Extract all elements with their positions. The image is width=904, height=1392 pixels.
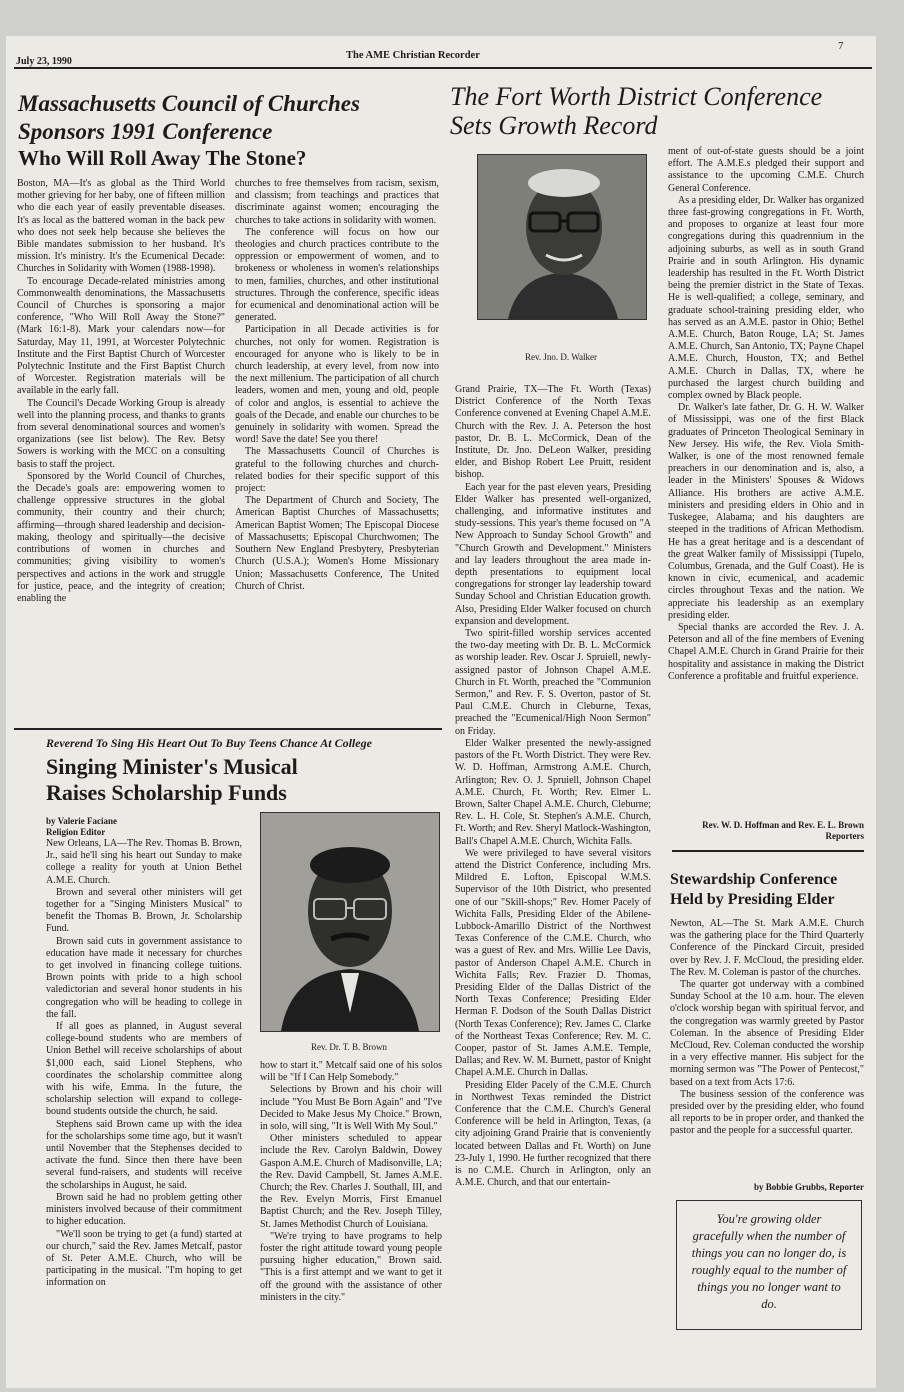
portrait-illustration	[261, 813, 439, 1031]
article1-column-2	[235, 178, 439, 708]
paragraph: churches to free themselves from racism, sexism, and classism; from teachings and practices that discriminate against women; encouraging the churches to take actions in solidarity with women.	[235, 178, 439, 226]
paragraph: The Council's Decade Working Group is already well into the planning process, and thanks to grants from several denominational sources and women's organizations (see list below). The Rev. Betsy Sowers is working with the MCC on a consulting basis to staff the project.	[17, 397, 225, 470]
brown-photo-caption: Rev. Dr. T. B. Brown	[310, 1042, 388, 1052]
paragraph: Special thanks are accorded the Rev. J. A. Peterson and all of the fine members of Evening Chapel A.M.E. Church in Grand Prairie for their hospitality and assistance in making the District Conference a profitable and fruitful experience.	[668, 621, 864, 682]
walker-portrait-photo	[477, 154, 647, 320]
paragraph: Two spirit-filled worship services accented the two-day meeting with Dr. B. L. McCormick as worship leader. Rev. Oscar J. Spruiell, newly-assigned pastor of Johnson Chapel A.M.E. Church in Ft. Worth, preached the "Communion Sermon," and Rev. F. S. Overton, pastor of St. Paul C.M.E. Church in Cleburne, Texas, preached the "Ecumenical/High Noon Sermon" on Friday.	[455, 628, 651, 737]
publication-name: The AME Christian Recorder	[346, 50, 480, 61]
issue-date: July 23, 1990	[16, 56, 72, 67]
paragraph: Presiding Elder Pacely of the C.M.E. Church in Northwest Texas reminded the District Conference that the C.M.E. Church's General Conference will be held in Arlington, Texas, (a city adjoining Grand Prairie that is conveniently located between Dallas and Ft. Worth) on June 23-July 1, 1990. He further recognized that there is no C.M.E. Church in Arlington, only an A.M.E. Church, and that our entertain-	[455, 1079, 651, 1189]
article3-kicker: Reverend To Sing His Heart Out To Buy Teens Chance At College	[46, 736, 372, 750]
quote-box: You're growing older gracefully when the number of things you can no longer do, is roughly equal to the number of things you no longer want to do.	[676, 1200, 862, 1330]
article1-headline-line1: Massachusetts Council of Churches	[18, 91, 360, 116]
paragraph: The business session of the conference was presided over by the presiding elder, who found all reports to be in proper order, and thanked the pastor and the people for a successful quarter.	[670, 1088, 864, 1137]
article-divider	[14, 728, 442, 730]
newspaper-page	[6, 36, 876, 1388]
paragraph: To encourage Decade-related ministries among Commonwealth denominations, the Massachusetts Council of Churches is sponsoring a major conference, "Who Will Roll Away the Stone?" (Mark 16:1-8). Mark your calendars now—for Saturday, May 11, 1991, at Worcester Polytechnic Institute and the First Baptist Church of Worcester Polytechnic Institute and the First Baptist Church of Worcester. Registration materials will be available in the early fall.	[17, 275, 225, 397]
paragraph: Stephens said Brown came up with the idea for the scholarships some time ago, but it wasn't until November that the Stephenses decided to activate the fund. Since then there have been several fund-raisers, and students will receive the scholarships in August, he said.	[46, 1118, 242, 1191]
byline-title: Religion Editor	[46, 827, 106, 837]
paragraph: The Department of Church and Society, The American Baptist Churches of Massachusetts; American Baptist Women; The Episcopal Diocese of Massachusetts; Episcopal Churchwomen; The Southern New England Presbytery, Presbyterian Church (U.S.A.); Women's Home Missionary Union; Massachusetts Conference, The United Church of Christ.	[235, 495, 439, 592]
paragraph: Elder Walker presented the newly-assigned pastors of the Ft. Worth District. They were Rev. W. D. Hoffman, Armstrong A.M.E. Church, Arlington; Rev. O. J. Spruiell, Johnson Chapel A.M.E. Church, Ft. Worth; Rev. Elmer L. Brown, Salter Chapel A.M.E. Church, Cleburne; Rev. L. H. Cole, St. Stephen's A.M.E. Church, Ft. Worth; and Rev. Sheryl Matlock-Washington, Ball's Chapel A.M.E. Church, Wichita Falls.	[455, 737, 651, 847]
article4-signature: by Bobbie Grubbs, Reporter	[753, 1182, 864, 1192]
paragraph: Participation in all Decade activities is for churches, not only for women. Registration is encouraged for anyone who is likely to be in church leadership, at every level, from now into the next millenium. The participation of all church leaders, women and men, young and old, people of color and anglos, is essential to achieve the goals of the Decade, and enable our churches to be genuinely in solidarity with women. Spread the word! Save the date! See you there!	[235, 324, 439, 446]
article2-headline-line1: The Fort Worth District Conference	[450, 82, 823, 111]
paragraph: New Orleans, LA—The Rev. Thomas B. Brown, Jr., said he'll sing his heart out Sunday to make college a reality for youth at Union Bethel A.M.E. Church.	[46, 838, 242, 886]
paragraph: If all goes as planned, in August several college-bound students who are members of Union Bethel will receive scholarships of about $1,000 each, said Lionel Stephens, who coordinates the scholarship committee along with his wife, Emma. In the future, the scholarship selection will expand to college-bound students outside the church, he said.	[46, 1021, 242, 1118]
article3-headline-line1: Singing Minister's Musical	[46, 754, 298, 779]
paragraph: Sponsored by the World Council of Churches, the Decade's goals are: empowering women to challenge oppressive structures in the global community, their country and their church; affirming—through shared leadership and decision-making, theology and spiritually—the decisive contributions of women in churches and communities; giving visibility to women's perspectives and actions in the work and struggle for justice, peace, and the integrity of creation; enabling the	[17, 470, 225, 604]
article4-headline-line1: Stewardship Conference	[670, 871, 838, 888]
article3-column-2	[260, 1060, 442, 1384]
article4-headline-line2: Held by Presiding Elder	[670, 891, 835, 908]
signature-line: Rev. W. D. Hoffman and Rev. E. L. Brown	[702, 820, 864, 830]
paragraph: Brown said cuts in government assistance to education have made it necessary for churches to get involved in financing college tuitions. Brown points with pride to a high school valedictorian and several honor students in his congregation who will be heading to college in the fall.	[46, 935, 242, 1020]
paragraph: Selections by Brown and his choir will include "You Must Be Born Again" and "I've Decided to Make Jesus My Choice." Brown, in solo, will sing, "It is Well With My Soul."	[260, 1084, 442, 1133]
paragraph: Brown and several other ministers will get together for a "Singing Ministers Musical" to benefit the Thomas B. Brown, Jr. Scholarship Fund.	[46, 886, 242, 935]
walker-photo-caption: Rev. Jno. D. Walker	[524, 352, 597, 362]
paragraph: "We're trying to have programs to help foster the right attitude toward young people pursuing higher education," Brown said. "This is a first attempt and we want to get it off the ground with the assistance of other ministers in the city."	[260, 1230, 442, 1303]
article2-column-1	[455, 384, 651, 1382]
signature-line: Reporters	[825, 831, 864, 841]
paragraph: As a presiding elder, Dr. Walker has organized three fast-growing congregations in Ft. Worth, and proposes to organize at least four more congregations during this quadrennium in the adjoining suburbs, as well as in south Grand Prairie and in south Arlington. His dynamic leadership has resulted in the Ft. Worth District being the premier district in the State of Texas. He is well-qualified; a college, seminary, and graduate school-training presiding elder, who has served as an A.M.E. pastor in Ohio; Bethel A.M.E. Church, Baton Rouge, LA; St. James A.M.E. Church, San Antonio, TX; Payne Chapel A.M.E. Church, Houston, TX; and Bethel A.M.E. Church in Dallas, TX, where he purchased the largest church building and complex owned by Black people.	[668, 194, 864, 402]
paragraph: Grand Prairie, TX—The Ft. Worth (Texas) District Conference of the North Texas Conference convened at Evening Chapel A.M.E. Church with the Rev. J. A. Peterson the host pastor, Dr. B. L. McCormick, Dean of the Institute, Dr. Jno. DeLeon Walker, presiding elder, and Bishop Robert Lee Pruitt, resident bishop.	[455, 384, 651, 481]
article2-headline-line2: Sets Growth Record	[450, 111, 658, 140]
byline-author: by Valerie Faciane	[46, 816, 117, 826]
article3-column-1	[46, 838, 242, 1386]
paragraph: Boston, MA—It's as global as the Third World mother grieving for her baby, one of fifteen million who die each year of easily preventable diseases. It's as local as the battered woman in the back pew who does not seek help because she believes the Bible mandates submission to her husband. It's mission. It's ministry. It's the Ecumenical Decade: Churches in Solidarity with Women (1988-1998).	[17, 178, 225, 275]
brown-portrait-photo	[260, 812, 440, 1032]
portrait-illustration	[478, 155, 646, 319]
article2-signature	[668, 820, 864, 842]
article2-column-2	[668, 146, 864, 818]
article1-column-1	[17, 178, 225, 738]
article1-subhead: Who Will Roll Away The Stone?	[18, 146, 307, 170]
paragraph: We were privileged to have several visitors attend the District Conference, including Mrs. Mildred E. Lofton, Episcopal W.M.S. Supervisor of the 10th District, who presented one of our "Skill-shops;" Rev. Homer Pacely of Wichita Falls, Presiding Elder of the Abilene-Lubbock-Amarillo District of the Northwest Texas Conference of the C.M.E. Church, who was a guest of Rev. and Mrs. Willie Lee Davis, pastor of Anderson Chapel A.M.E. Church in Wichita Falls; Rev. Frazier D. Thomas, Presiding Elder of the Dallas District of the North Texas Conference; Presiding Elder Herman F. Dodson of the South Dallas District (North Texas Conference); Rev. James C. Clarke of the Northeast Texas Conference; Rev. M. C. Cooper, pastor of St. James A.M.E. Temple, Dallas; and Rev. W. M. Burnett, pastor of Knight Chapel A.M.E. Church in Dallas.	[455, 847, 651, 1079]
paragraph: ment of out-of-state guests should be a joint effort. The A.M.E.s pledged their support and assistance to the upcoming C.M.E. Church General Conference.	[668, 146, 864, 194]
article4-column	[670, 918, 864, 1178]
paragraph: how to start it." Metcalf said one of his solos will be "If I Can Help Somebody."	[260, 1060, 442, 1084]
article3-byline	[46, 816, 246, 838]
page-number: 7	[838, 40, 844, 52]
paragraph: Brown said he had no problem getting other ministers involved because of their commitment to higher education.	[46, 1191, 242, 1228]
paragraph: Each year for the past eleven years, Presiding Elder Walker has presented well-organized, challenging, and informative institutes and study-sessions. This year's theme focused on "A New Approach to Sunday School Growth" and "Church Growth and Development." Ministers and lay leaders throughout the area made in-depth presentations to equipment local congregations for stronger lay leadership toward Sunday School and Christian Education growth. Also, Presiding Elder Walker focused on church expansion and development.	[455, 481, 651, 627]
paragraph: Other ministers scheduled to appear include the Rev. Carolyn Baldwin, Dowey Gaspon A.M.E. Church of Madisonville, LA; the Rev. David Campbell, St. James A.M.E. Church; the Rev. Charles J. Southall, III, and the Rev. Evelyn Morris, First Emanuel Baptist Church; and the Rev. Joseph Tilley, St. James Methodist Church of Louisiana.	[260, 1133, 442, 1230]
paragraph: The Massachusetts Council of Churches is grateful to the following churches and church-related bodies for their specific support of this project:	[235, 446, 439, 495]
paragraph: The quarter got underway with a combined Sunday School at the 10 a.m. hour. The eleven o'clock worship began with spiritual fervor, and the congregation was warmly greeted by Pastor Coleman. In the absence of Presiding Elder McCloud, Rev. Coleman conducted the worship in a very effective manner. His subject for the morning sermon was "The Power of Pentecost," based on a text from Acts 17:6.	[670, 979, 864, 1088]
article3-headline-line2: Raises Scholarship Funds	[46, 780, 287, 805]
paragraph: "We'll soon be trying to get (a fund) started at our church," said the Rev. James Metcalf, pastor of St. Peter A.M.E. Church, who will be participating in the musical. "I'm hoping to get information on	[46, 1228, 242, 1289]
article-divider	[672, 850, 864, 852]
paragraph: The conference will focus on how our theologies and church practices contribute to the oppression or empowerment of women, and to brokeness or wholeness in women's relationships to men, families, churches, and other institutional structures. Through the conference, specific ideas for ecumenical and denominational action will be generated.	[235, 226, 439, 324]
paragraph: Newton, AL—The St. Mark A.M.E. Church was the gathering place for the Third Quarterly Conference of the Pinckard Circuit, presided over by Rev. J. F. McCloud, the presiding elder. The Rev. M. Coleman is pastor of the churches.	[670, 918, 864, 978]
article1-headline-line2: Sponsors 1991 Conference	[18, 119, 273, 144]
header-rule	[14, 67, 872, 69]
paragraph: Dr. Walker's late father, Dr. G. H. W. Walker of Mississippi, was one of the first Black graduates of Princeton Theological Seminary in New Jersey. His wife, the Rev. Viola Smith-Walker, is one of the most renowned female preachers in our denomination and is, also, a leader in the Ministers' Spouses & Widows Alliance. His brothers are active A.M.E. ministers and presiding elders in Ohio and in Tuskegee, Alabama; and his daughters are steeped in the traditions of African Methodism. He has a great heritage and is a descendant of the great Walker family of Mississippi (Tupelo, Columbus, Grenada, and the Gulf Coast). He is known in civic, ecumenical, and academic circles throughout Texas and the nation. We appreciate his leadership as an exemplary presiding elder.	[668, 402, 864, 621]
